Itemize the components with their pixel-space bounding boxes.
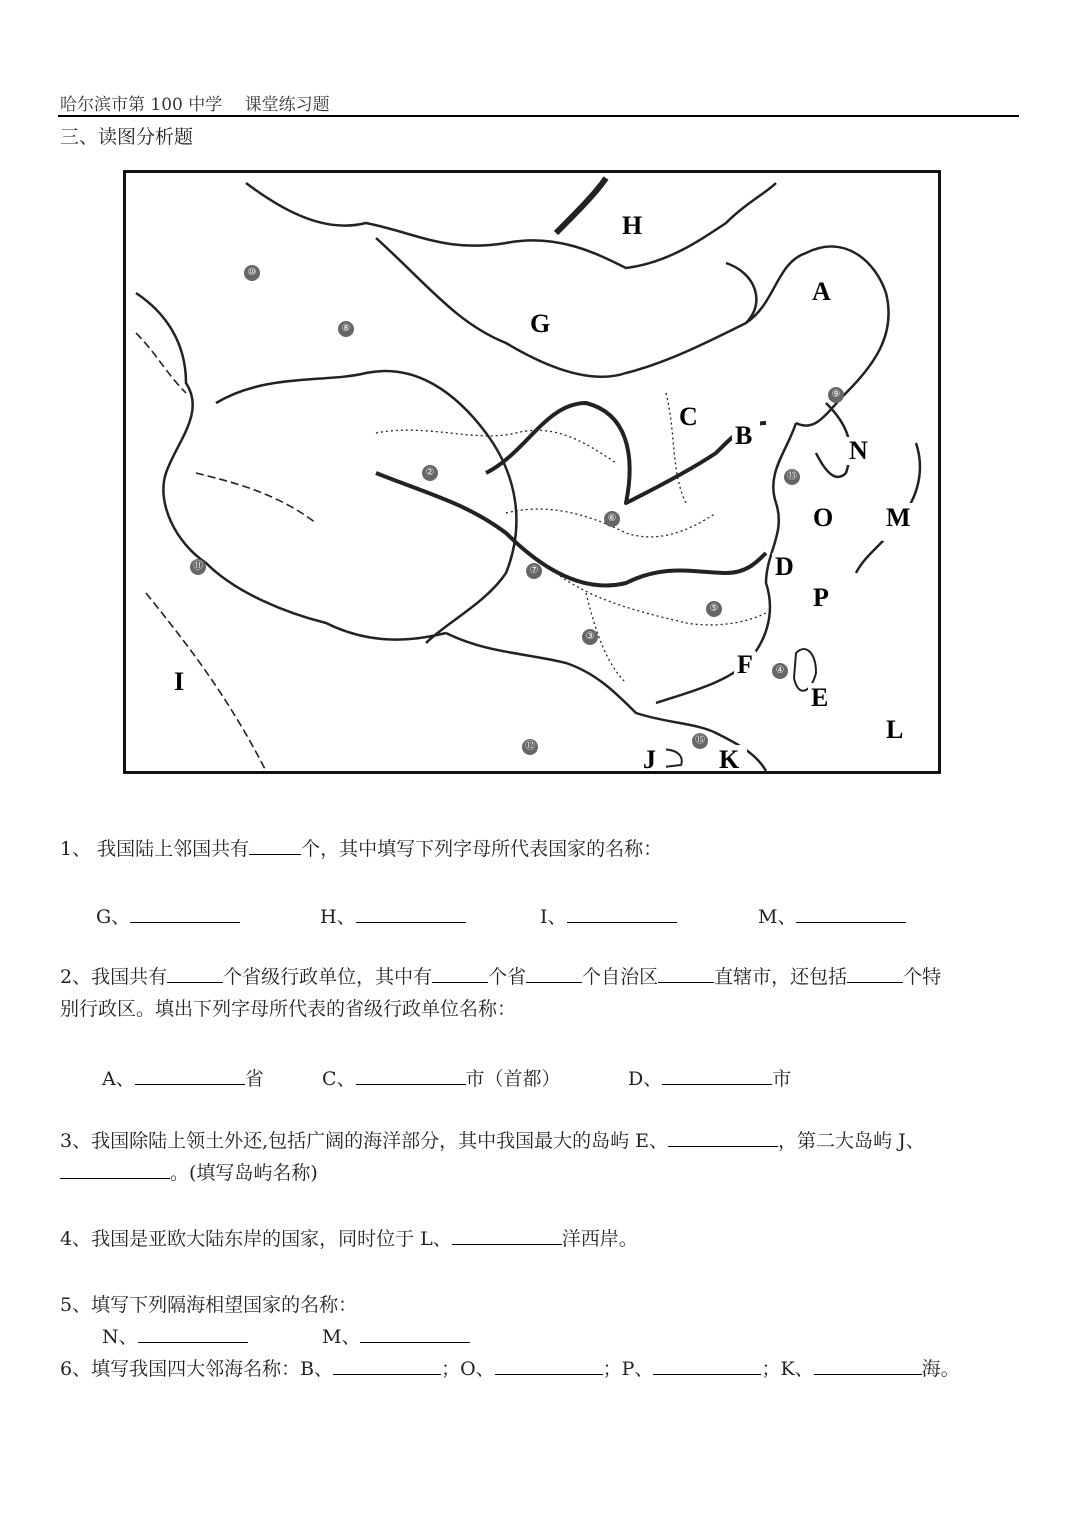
q2-a-suffix: 省 — [244, 1068, 264, 1090]
map-letter-k: K — [716, 745, 747, 774]
header-divider — [58, 115, 1019, 117]
q3-text-c: 。(填写岛屿名称) — [170, 1162, 318, 1184]
map-letter-o: O — [810, 503, 839, 541]
border-north — [246, 183, 776, 268]
map-letter-p: P — [810, 583, 839, 625]
q6-k-label: ；K、 — [761, 1358, 814, 1380]
border-west — [136, 293, 446, 640]
map-letter-b: B — [732, 403, 760, 453]
q2-total-blank[interactable] — [167, 962, 223, 983]
q1-count-blank[interactable] — [249, 834, 301, 855]
q6-p-label: ；P、 — [602, 1358, 654, 1380]
q6-p-blank[interactable] — [653, 1354, 761, 1375]
q3-line-2 — [60, 1158, 318, 1189]
border-mongolia — [376, 238, 756, 377]
q1-h-blank[interactable] — [356, 902, 466, 923]
himalaya-border — [216, 371, 516, 643]
q1-g-blank[interactable] — [130, 902, 240, 923]
map-letter-e: E — [808, 683, 836, 721]
q2-c-suffix: 市（首都） — [465, 1068, 561, 1090]
question-2 — [60, 962, 941, 993]
map-outline-drawing — [126, 173, 938, 771]
province-number: ⑥ — [604, 511, 620, 527]
q5-n-label: N、 — [102, 1326, 138, 1348]
section-title: 三、读图分析题 — [60, 126, 194, 148]
q2-c-blank[interactable] — [356, 1064, 466, 1085]
korea-peninsula — [816, 403, 850, 477]
river-yellow — [486, 403, 766, 503]
q6-o-label: ；O、 — [441, 1358, 495, 1380]
q2-text-a: 2、我国共有 — [60, 966, 168, 988]
q1-m-blank[interactable] — [796, 902, 906, 923]
q2-d-label: D、 — [628, 1068, 663, 1090]
q6-o-blank[interactable] — [495, 1354, 603, 1375]
q4-text-a: 4、我国是亚欧大陆东岸的国家，同时位于 L、 — [60, 1228, 452, 1250]
q1-text-b: 个，其中填写下列字母所代表国家的名称： — [301, 838, 663, 860]
map-letter-d: D — [772, 553, 797, 581]
map-letter-g: G — [530, 309, 551, 338]
q1-text-a: 1、 我国陆上邻国共有 — [60, 838, 250, 860]
province-number: ③ — [582, 629, 598, 645]
q1-h-label: H、 — [320, 906, 356, 928]
q6-k-blank[interactable] — [814, 1354, 922, 1375]
map-letter-a: A — [812, 277, 831, 306]
map-letter-n: N — [846, 437, 871, 465]
q6-b-blank[interactable] — [333, 1354, 441, 1375]
header-title: 哈尔滨市第 100 中学 课堂练习题 — [60, 95, 330, 115]
river-yangtze — [376, 473, 766, 586]
q4-text-b: 洋西岸。 — [561, 1228, 638, 1250]
q2-sar-blank[interactable] — [847, 962, 903, 983]
q2-municipality-blank[interactable] — [658, 962, 714, 983]
q2-text-d: 个自治区 — [582, 966, 659, 988]
province-number: ⑪ — [190, 559, 206, 575]
q2-region-blank[interactable] — [526, 962, 582, 983]
map-letter-l: L — [886, 715, 904, 744]
province-number: ⑧ — [338, 321, 354, 337]
map-letter-h: H — [622, 211, 643, 240]
province-number: ④ — [772, 663, 788, 679]
map-letter-m: M — [882, 503, 921, 541]
q1-g-label: G、 — [96, 906, 131, 928]
province-number: ⑨ — [828, 387, 844, 403]
question-6 — [60, 1354, 960, 1385]
q2-a-blank[interactable] — [135, 1064, 245, 1085]
q6-text-a: 6、填写我国四大邻海名称：B、 — [60, 1358, 334, 1380]
province-number: ⑮ — [692, 733, 708, 749]
map-letter-i: I — [174, 667, 185, 696]
q2-a-label: A、 — [102, 1068, 135, 1090]
q2-text-b: 个省级行政单位，其中有 — [223, 966, 433, 988]
map-letter-c: C — [676, 403, 701, 431]
map-letter-j: J — [640, 745, 666, 774]
q4-l-blank[interactable] — [452, 1224, 562, 1245]
province-number: ② — [422, 465, 438, 481]
q1-i-label: I、 — [540, 906, 567, 928]
q2-text-c: 个省 — [488, 966, 527, 988]
question-1 — [60, 834, 662, 865]
q5-m-label: M、 — [322, 1326, 361, 1348]
china-map — [123, 170, 941, 774]
q1-i-blank[interactable] — [567, 902, 677, 923]
q2-text-f: 个特 — [903, 966, 942, 988]
question-5: 5、填写下列隔海相望国家的名称： — [60, 1294, 358, 1316]
q3-j-blank[interactable] — [60, 1158, 170, 1179]
lake-baikal — [556, 178, 606, 233]
question-4 — [60, 1224, 638, 1255]
q1-m-label: M、 — [758, 906, 797, 928]
map-letter-f: F — [734, 651, 756, 679]
q2-line-2: 别行政区。填出下列字母所代表的省级行政单位名称： — [60, 998, 517, 1020]
q2-province-blank[interactable] — [432, 962, 488, 983]
province-number: ⑫ — [522, 739, 538, 755]
q2-text-e: 直辖市，还包括 — [714, 966, 848, 988]
q5-m-blank[interactable] — [360, 1322, 470, 1343]
province-boundaries — [376, 393, 766, 683]
province-number: ⑦ — [526, 563, 542, 579]
q5-n-blank[interactable] — [138, 1322, 248, 1343]
q3-e-blank[interactable] — [668, 1126, 778, 1147]
province-number: ⑩ — [244, 265, 260, 281]
province-number: ⑤ — [706, 601, 722, 617]
q2-d-blank[interactable] — [662, 1064, 772, 1085]
border-northeast — [746, 247, 889, 426]
province-number: ⑬ — [784, 469, 800, 485]
q6-text-end: 海。 — [921, 1358, 960, 1380]
q2-d-suffix: 市 — [772, 1068, 792, 1090]
q3-text-a: 3、我国除陆上领土外还,包括广阔的海洋部分，其中我国最大的岛屿 E、 — [60, 1130, 669, 1152]
q3-text-b: ，第二大岛屿 J、 — [778, 1130, 925, 1152]
question-3 — [60, 1126, 925, 1157]
q2-c-label: C、 — [322, 1068, 356, 1090]
